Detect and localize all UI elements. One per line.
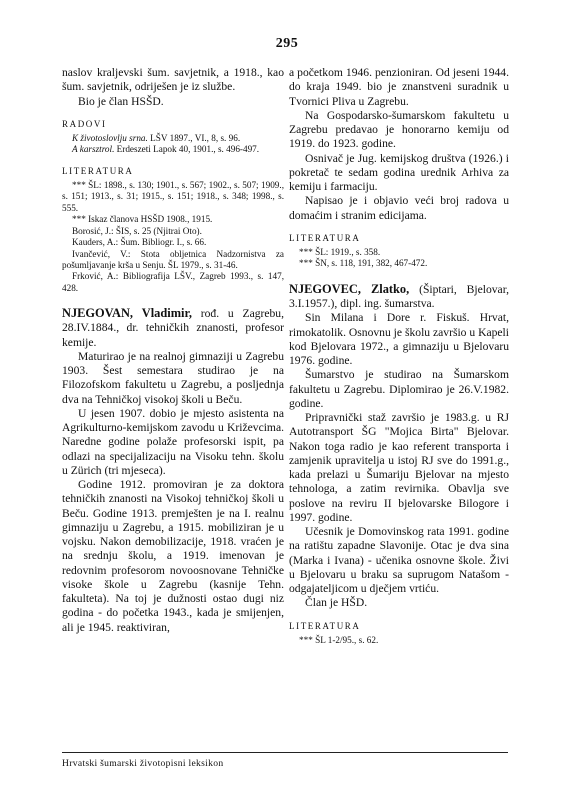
entry-header (62, 306, 284, 350)
entry-paragraph: Na Gospodarsko-šumarskom fakultetu u Zagrebu predavao je honorarno kemiju od 1919. do 1923. godine. (289, 108, 509, 151)
page-number: 295 (275, 36, 299, 51)
literatura-item: Kauders, A.: Šum. Bibliogr. I., s. 66. (72, 237, 207, 248)
entry-paragraph: Član je HŠD. (305, 596, 368, 610)
entry-name: NJEGOVAN, Vladimir, (62, 306, 192, 321)
entry-paragraph: Napisao je i objavio veći broj radova u domaćim i stranim edicijama. (289, 194, 509, 222)
literatura-heading: LITERATURA (62, 165, 134, 176)
radovi-title: K životoslovlju srna. (72, 133, 148, 143)
entry-paragraph: Sin Milana i Dore r. Fiskuš. Hrvat, rimokatolik. Osnovnu je školu završio u Kapeli kod Bjelovara 1972., a gimnaziju u Bjelovaru 1976. godine. (289, 311, 509, 368)
literatura-item: *** ŠL: 1898., s. 130; 1901., s. 567; 1902., s. 507; 1909., s. 151; 1913., s. 31; 1915., s. 151; 1918., s. 348; 1998., s. 555. (62, 180, 284, 213)
left-membership: Bio je član HSŠD. (78, 94, 164, 108)
left-column (62, 66, 284, 635)
literatura-item: *** ŠN, s. 118, 191, 382, 467-472. (299, 258, 428, 269)
entry-intro: rođ. u Zagrebu, 28.IV.1884., dr. tehničkih znanosti, profesor kemije. (62, 307, 285, 349)
literatura-item: Borosić, J.: ŠIS, s. 25 (Njitrai Oto). (72, 225, 202, 236)
radovi-heading: RADOVI (62, 118, 107, 129)
entry-paragraph: Maturirao je na realnoj gimnaziji u Zagrebu 1903. Šest semestara studirao je na Filozofskom fakultetu u Zagrebu, a posljednja dva na Tehničkoj visokoj školi u Beču. (62, 349, 284, 406)
literatura-heading: LITERATURA (289, 232, 361, 243)
footer-rule (62, 752, 508, 753)
right-column (289, 66, 509, 646)
entry-paragraph: Učesnik je Domovinskog rata 1991. godine na ratištu zapadne Slavonije. Otac je dva sina (Marka i Ivana) - učenika osnovne škole. Živi u Bjelovaru u braku sa suprugom Natašom - odgajateljicom u dječjem vrtiću. (289, 525, 509, 596)
radovi-item (62, 144, 284, 155)
radovi-item (62, 133, 284, 144)
radovi-title: A karsztrol. (72, 144, 115, 155)
entry-paragraph: U jesen 1907. dobio je mjesto asistenta na Agrikulturno-kemijskom zavodu u Križevcima. Naredne godine polaže profesorski ispit, pa odlazi na specijalizaciju na Visoku tehn. školu u Zürich (tri mjeseca). (62, 406, 284, 477)
entry-paragraph: Godine 1912. promoviran je za doktora tehničkih znanosti na Visokoj tehničkoj školi u Beču. Godine 1913. premješten je na I. realnu gimnaziju u Zagrebu, a 1915. mobiliziran je u vojsku. Nakon demobilizacije, 1918. vraćen je na srednju školu, a 1919. imenovan je redovnim profesorom novoosnovane Tehničke visoke škole u Zagrebu (kasnije Tehn. fakulteta). Na toj je dužnosti ostao dugi niz godina - do početka 1943., kada je smijenjen, ali je 1945. reaktiviran, (62, 478, 284, 634)
entry-paragraph: Pripravnički staž završio je 1983.g. u RJ Autotransport ŠG "Mojica Birta" Bjelovar. Nakon toga radio je kao referent transporta i zamjenik upravitelja u istoj RJ sve do 1991.g., kada prelazi u Šumariju Bjelovar na mjesto tehnologa, a zatim revirnika. Obavlja sve poslove na reviru II bjelovarske Bilogore i 1997. godine. (289, 411, 509, 524)
entry-intro: (Šiptari, Bjelovar, 3.I.1957.), dipl. ing. šumarstva. (289, 282, 509, 311)
literatura-item: Ivančević, V.: Stota obljetnica Nadzornistva za pošumljavanje krša u Senju. ŠL 1979., s. 31-46. (62, 248, 284, 270)
literatura-item: *** ŠL 1-2/95., s. 62. (299, 634, 379, 645)
entry-paragraph: Šumarstvo je studirao na Šumarskom fakultetu u Zagrebu. Diplomirao je 26.V.1982. godine. (289, 368, 509, 410)
literatura-heading: LITERATURA (289, 620, 361, 631)
radovi-rest: LŠV 1897., VI., 8, s. 96. (147, 133, 241, 143)
entry-header (289, 282, 509, 312)
literatura-item: *** Iskaz članova HSŠD 1908., 1915. (72, 214, 213, 225)
entry-name: NJEGOVEC, Zlatko, (289, 281, 410, 296)
literatura-item: *** ŠL: 1919., s. 358. (299, 247, 381, 257)
footer-title: Hrvatski šumarski životopisni leksikon (62, 758, 224, 769)
entry-paragraph-continued: a početkom 1946. penzioniran. Od jeseni 1944. do kraja 1949. bio je znanstveni suradnik u Tvornici Pliva u Zagrebu. (289, 66, 509, 108)
radovi-rest: Erdeszeti Lapok 40, 1901., s. 496-497. (114, 144, 260, 155)
entry-paragraph: Osnivač je Jug. kemijskog društva (1926.) i pokretač te sedam godina urednik Arhiva za kemiju i farmaciju. (289, 151, 509, 193)
left-paragraph-continued: naslov kraljevski šum. savjetnik, a 1918., kao šum. savjetnik, odriješen je iz službe. (62, 66, 284, 94)
literatura-item: Frković, A.: Bibliografija LŠV., Zagreb 1993., s. 147, 428. (62, 271, 284, 293)
